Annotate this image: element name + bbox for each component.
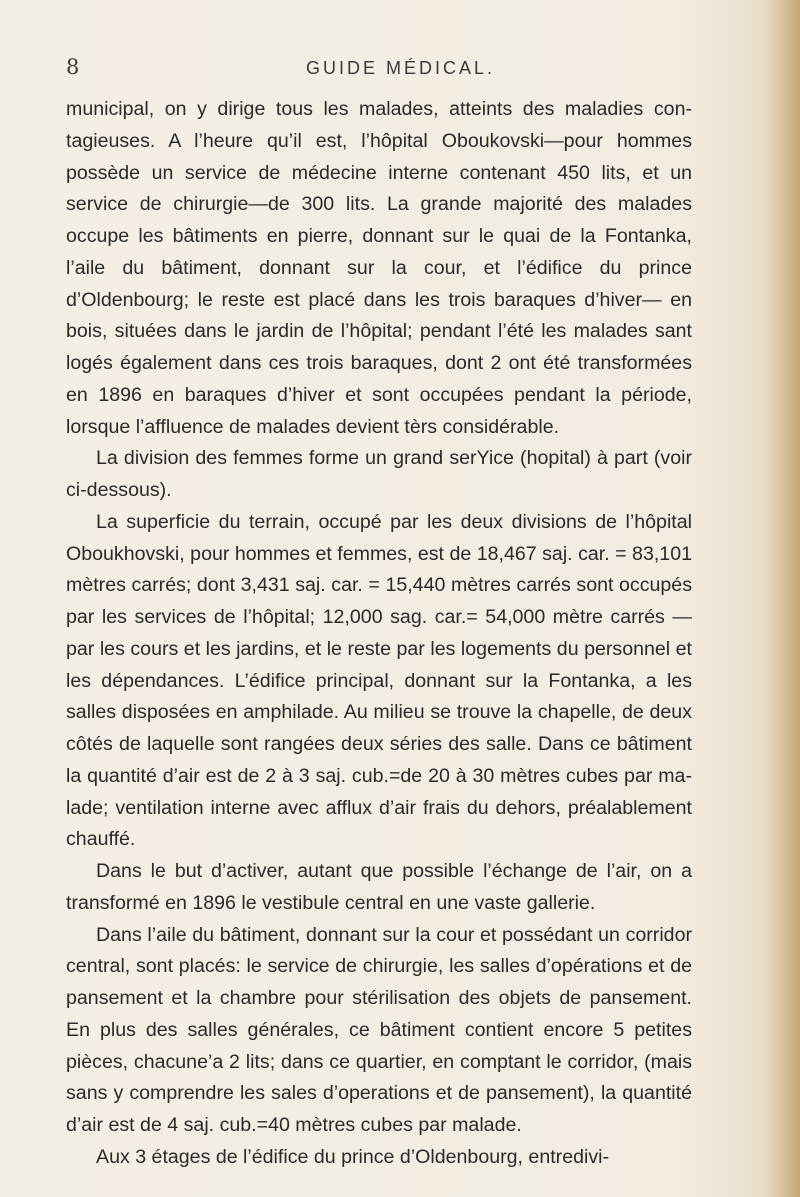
paragraph: municipal, on y dirige tous les malades, atteints des maladies contagieuses. A l’heure qu’il est, l’hôpital Oboukovski—pour hommes possède un service de médecine interne contenant 450 lits, et un service de chirurgie—de 300 lits. La grande majorité des malades occupe les bâtiments en pierre, donnant sur le quai de la Fontanka, l’aile du bâtiment, donnant sur la cour, et l’édifice du prince d’Oldenbourg; le reste est placé dans les trois baraques d’hiver— en bois, situées dans le jardin de l’hôpital; pendant l’été les malades sant logés également dans ces trois baraques, dont 2 ont été transformées en 1896 en baraques d’hiver et sont occupées pendant la période, lorsque l’affluence de malades devient tèrs considérable.: [66, 98, 692, 438]
running-title: GUIDE MÉDICAL.: [306, 58, 496, 78]
paragraph: La division des femmes forme un grand serYice (hopital) à part (voir ci-dessous).: [66, 447, 692, 501]
page-number: 8: [66, 55, 80, 79]
paragraph: La superficie du terrain, occupé par les deux divisions de l’hôpital Oboukhovski, pour hommes et femmes, est de 18,467 saj. car. = 83,101 mètres carrés; dont 3,431 saj. car. = 15,440 mètres carrés sont occupés par les services de l’hôpital; 12,000 sag. car.= 54,000 mètre carrés — par les cours et les jardins, et le reste par les logements du personnel et les dépendances. L’édifice principal, donnant sur la Fontanka, a les salles disposées en amphilade. Au milieu se trouve la chapelle, de deux côtés de laquelle sont rangées deux séries des salle. Dans ce bâtiment la quantité d’air est de 2 à 3 saj. cub.=de 20 à 30 mètres cubes par malade; ventilation interne avec afflux d’air frais du dehors, préalablement chauffé.: [66, 510, 692, 851]
paragraph: Dans le but d’activer, autant que possible l’échange de l’air, on a transformé en 1896 le vestibule central en une vaste gallerie.: [66, 860, 692, 914]
page-edge-shadow: [766, 0, 800, 1197]
body-text: [66, 94, 692, 1174]
paragraph: Dans l’aile du bâtiment, donnant sur la cour et possédant un corridor central, sont placés: le service de chirurgie, les salles d’opérations et de pansement et la chambre pour stérilisation des objets de pansement. En plus des salles générales, ce bâtiment contient encore 5 petites pièces, chacune’a 2 lits; dans ce quartier, en comptant le corridor, (mais sans y comprendre les sales d’operations et de pansement), la quantité d’air est de 4 saj. cub.=40 mètres cubes par malade.: [66, 923, 692, 1136]
paragraph: Aux 3 étages de l’édifice du prince d’Oldenbourg, entredivi-: [96, 1145, 610, 1168]
page-header: [66, 55, 692, 85]
